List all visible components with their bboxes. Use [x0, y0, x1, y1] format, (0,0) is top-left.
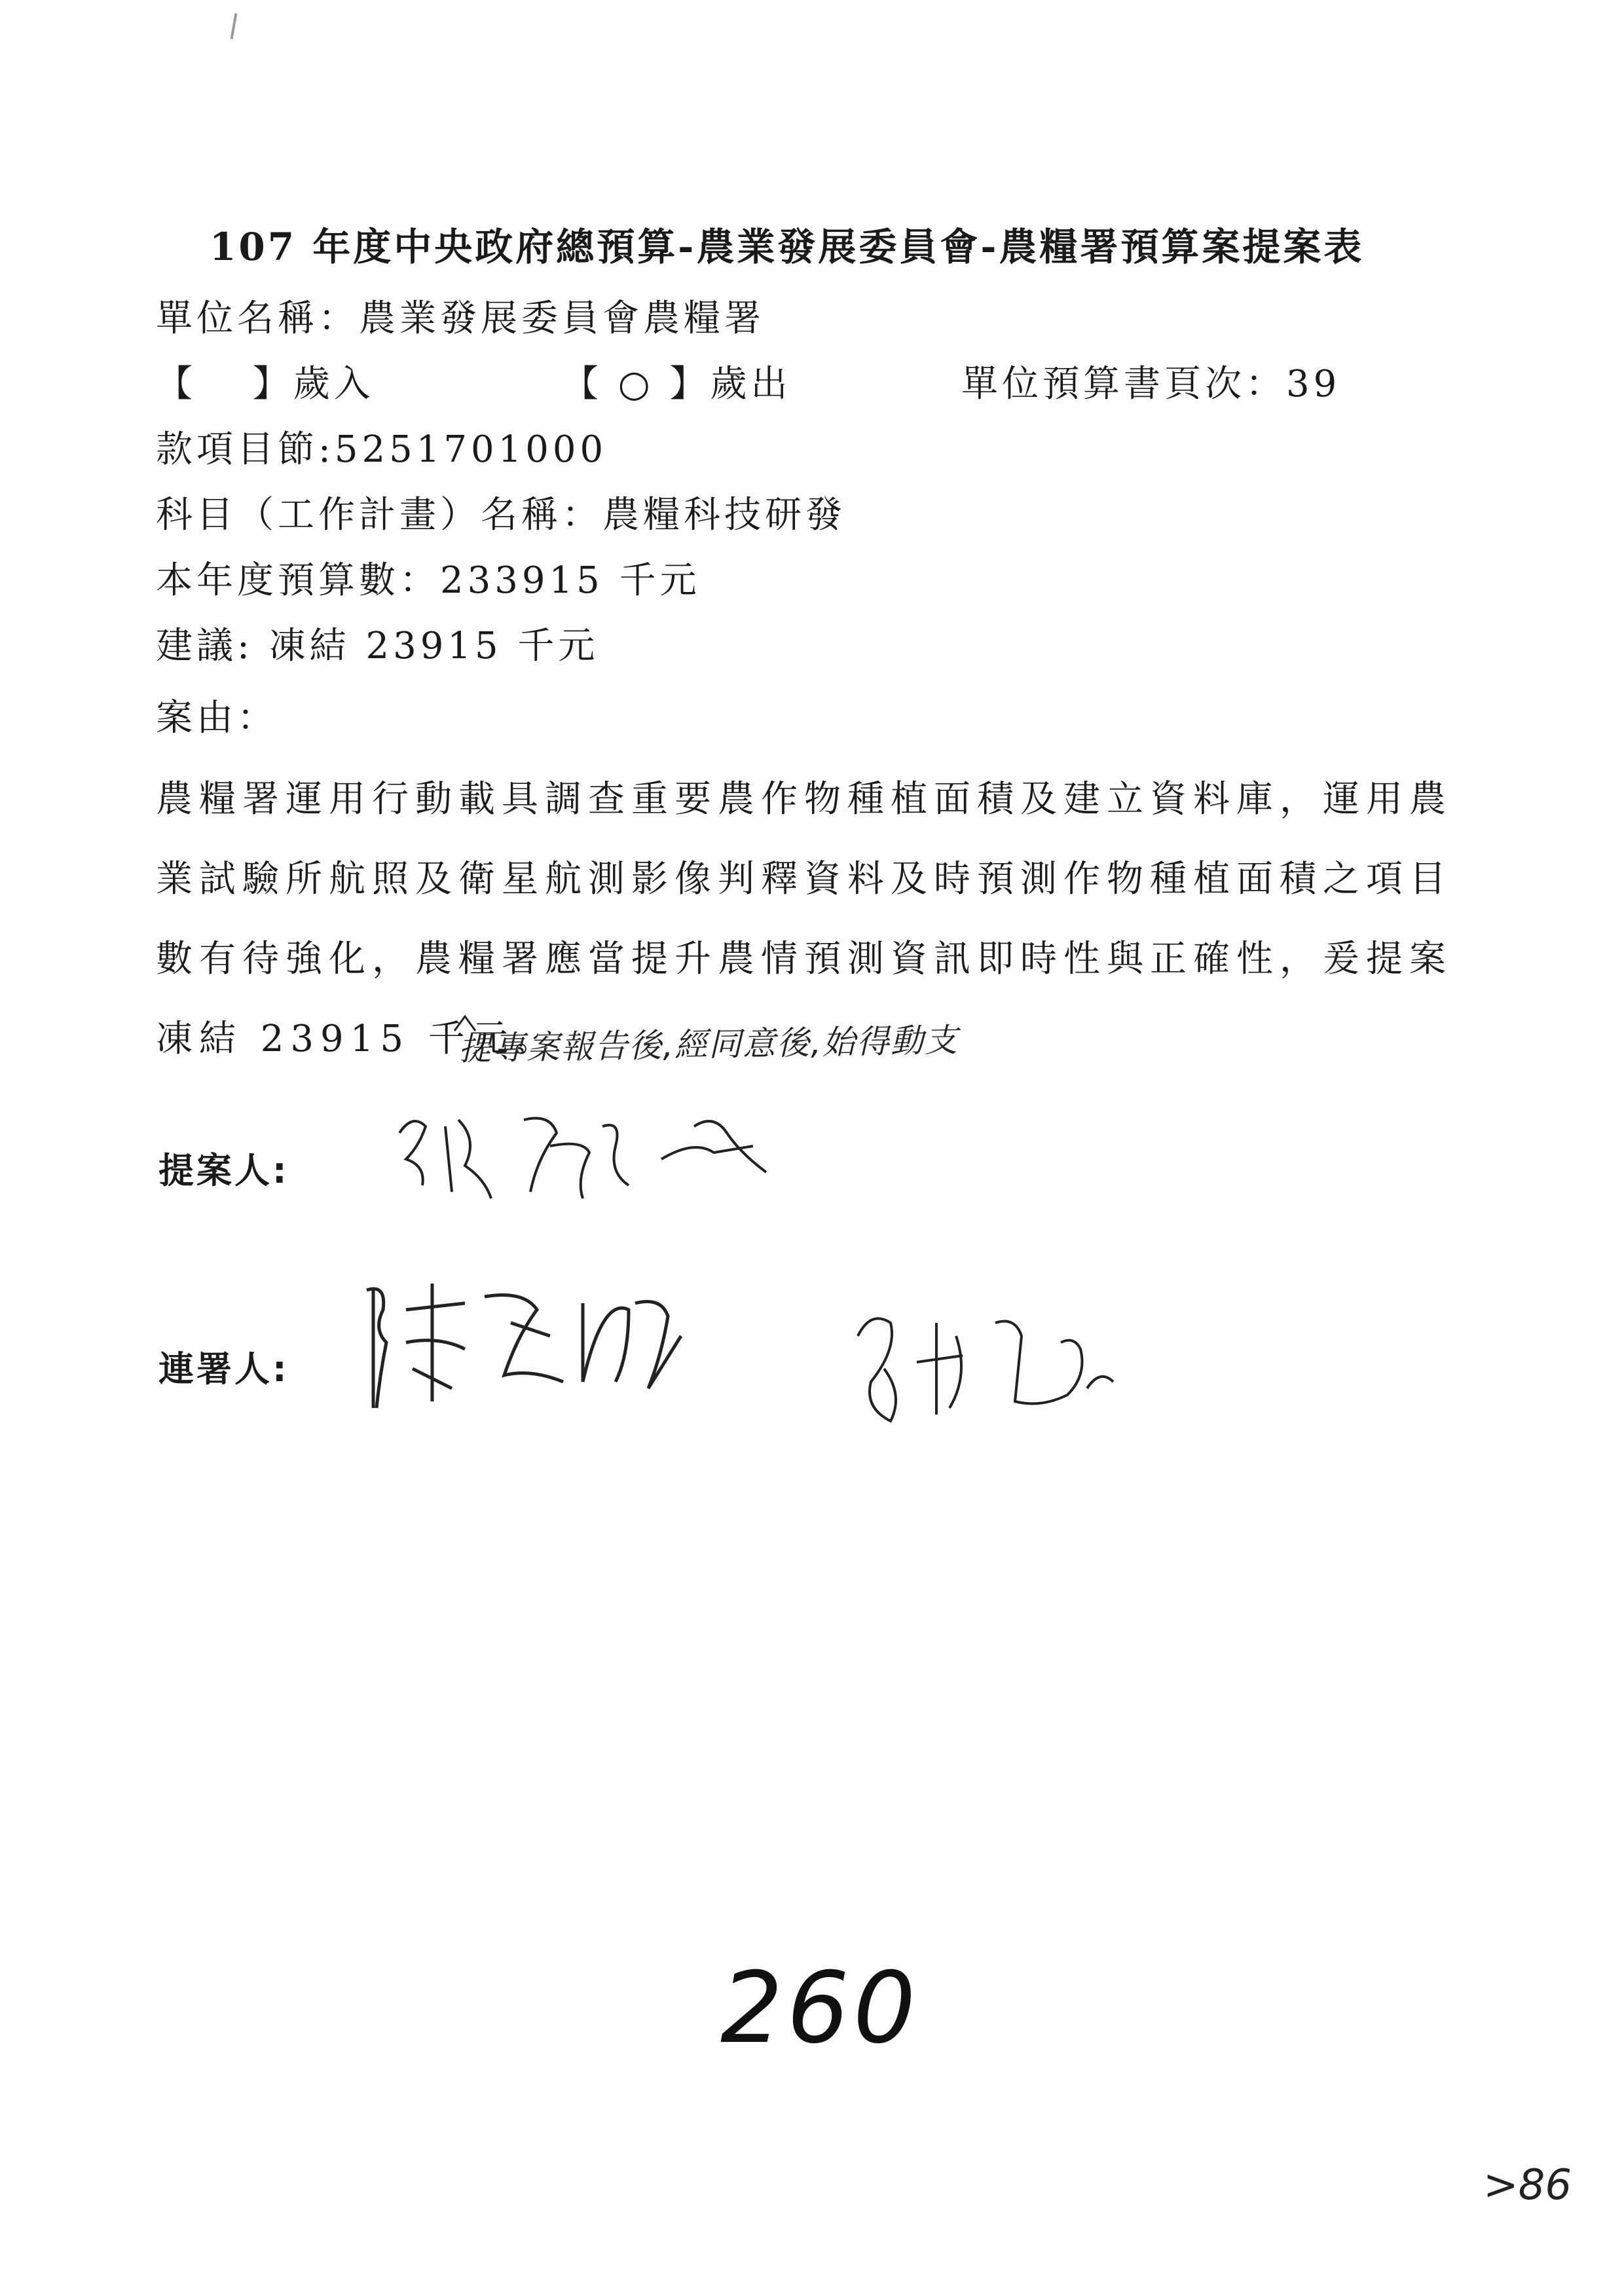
cosigner-label: 連署人: [158, 1348, 289, 1390]
budget-expense-field: 【 ○ 】歲出 [562, 363, 792, 405]
cosigner-signature-2 [845, 1297, 1133, 1434]
subject-line: 科目（工作計畫）名稱：農糧科技研發 [156, 494, 846, 536]
budget-page-number: 單位預算書頁次：39 [961, 363, 1341, 405]
budget-income-field: 【 】歲入 [156, 363, 375, 405]
unit-name-line: 單位名稱：農業發展委員會農糧署 [156, 297, 765, 340]
budget-amount-line: 本年度預算數：233915 千元 [156, 559, 701, 602]
reason-label: 案由： [156, 697, 278, 739]
suggestion-line: 建議: 凍結 23915 千元 [156, 625, 599, 667]
reason-body: 農糧署運用行動載具調查重要農作物種植面積及建立資料庫，運用農業試驗所航照及衛星航測影像判釋資料及時預測作物種植面積之項目數有待強化，農糧署應當提升農情預測資訊即時性與正確性，爰提案凍結 23915 千元。 [156, 778, 1452, 1060]
scan-artifact [231, 13, 238, 39]
corner-page-number: >86 [1483, 2161, 1572, 2210]
proposer-signature [386, 1087, 792, 1218]
budget-code-line: 款項目節:5251701000 [156, 428, 608, 471]
handwritten-insertion-note: 提專案報告後,經同意後,始得動支 [458, 1021, 959, 1068]
handwritten-page-number: 260 [720, 1952, 920, 2065]
document-title: 107 年度中央政府總預算-農業發展委員會-農糧署預算案提案表 [210, 225, 1365, 269]
proposer-label: 提案人: [158, 1150, 289, 1191]
cosigner-signature-1 [354, 1270, 720, 1421]
